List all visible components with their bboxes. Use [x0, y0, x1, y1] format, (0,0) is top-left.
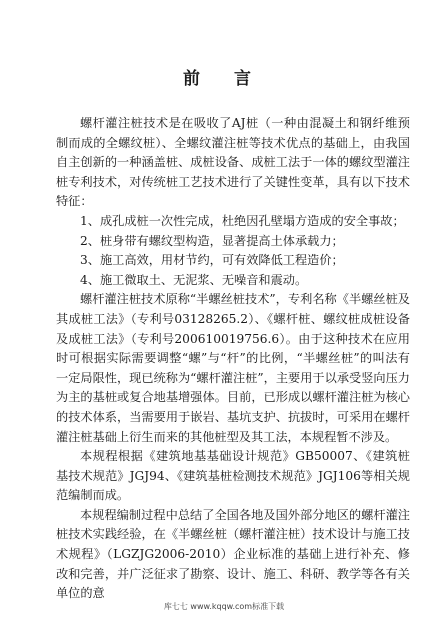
list-item-4: 4、施工微取土、无泥浆、无噪音和震动。 [80, 272, 308, 287]
list-item-3: 3、施工高效，用材节约，可有效降低工程造价； [80, 253, 344, 268]
list-item-1: 1、成孔成桩一次性完成，杜绝因孔壁塌方造成的安全事故； [80, 213, 405, 228]
paragraph-intro: 螺杆灌注桩技术是在吸收了AJ桩（一种由混凝土和钢纤维预制而成的全螺纹桩）、全螺纹灌注桩等技术优点的基础上，由我国自主创新的一种涵盖桩、成桩设备、成桩工法于一体的螺纹型灌注桩专利技术，对传统桩工艺技术进行了关键性变革，具有以下技术特征： [56, 116, 410, 209]
list-item-2: 2、桩身带有螺纹型构造，显著提高土体承载力； [80, 233, 344, 248]
preface-body [56, 114, 410, 604]
paragraph-history: 螺杆灌注桩技术原称“半螺丝桩技术”，专利名称《半螺丝桩及其成桩工法》（专利号03128265.2）、《螺杆桩、螺纹桩成桩设备及成桩工法》（专利号200610019756.6）。由于这种技术在应用时可根据实际需要调整“螺”与“杆”的比例，“半螺丝桩”的叫法有一定局限性，现已统称为“螺杆灌注桩”，主要用于以承受竖向压力为主的基桩或复合地基增强体。目前，已形成以螺杆灌注桩为核心的技术体系，当需要用于嵌岩、基坑支护、抗拔时，可采用在螺杆灌注桩基础上衍生而来的其他桩型及其工法，本规程暂不涉及。 [56, 292, 410, 444]
page-footer-watermark: 库七七 www.kqqw.com标准下载 [163, 602, 285, 611]
page-title: 前 言 [183, 69, 265, 89]
paragraph-process: 本规程编制过程中总结了全国各地及国外部分地区的螺杆灌注桩技术实践经验，在《半螺丝桩（螺杆灌注桩）技术设计与施工技术规程》（LGZJG2006-2010）企业标准的基础上进行补充、修改和完善，并广泛征求了勘察、设计、施工、科研、教学等各有关单位的意 [56, 507, 410, 601]
paragraph-basis: 本规程根据《建筑地基基础设计规范》GB50007、《建筑桩基技术规范》JGJ94、《建筑基桩检测技术规范》JGJ106等相关规范编制而成。 [56, 449, 410, 503]
